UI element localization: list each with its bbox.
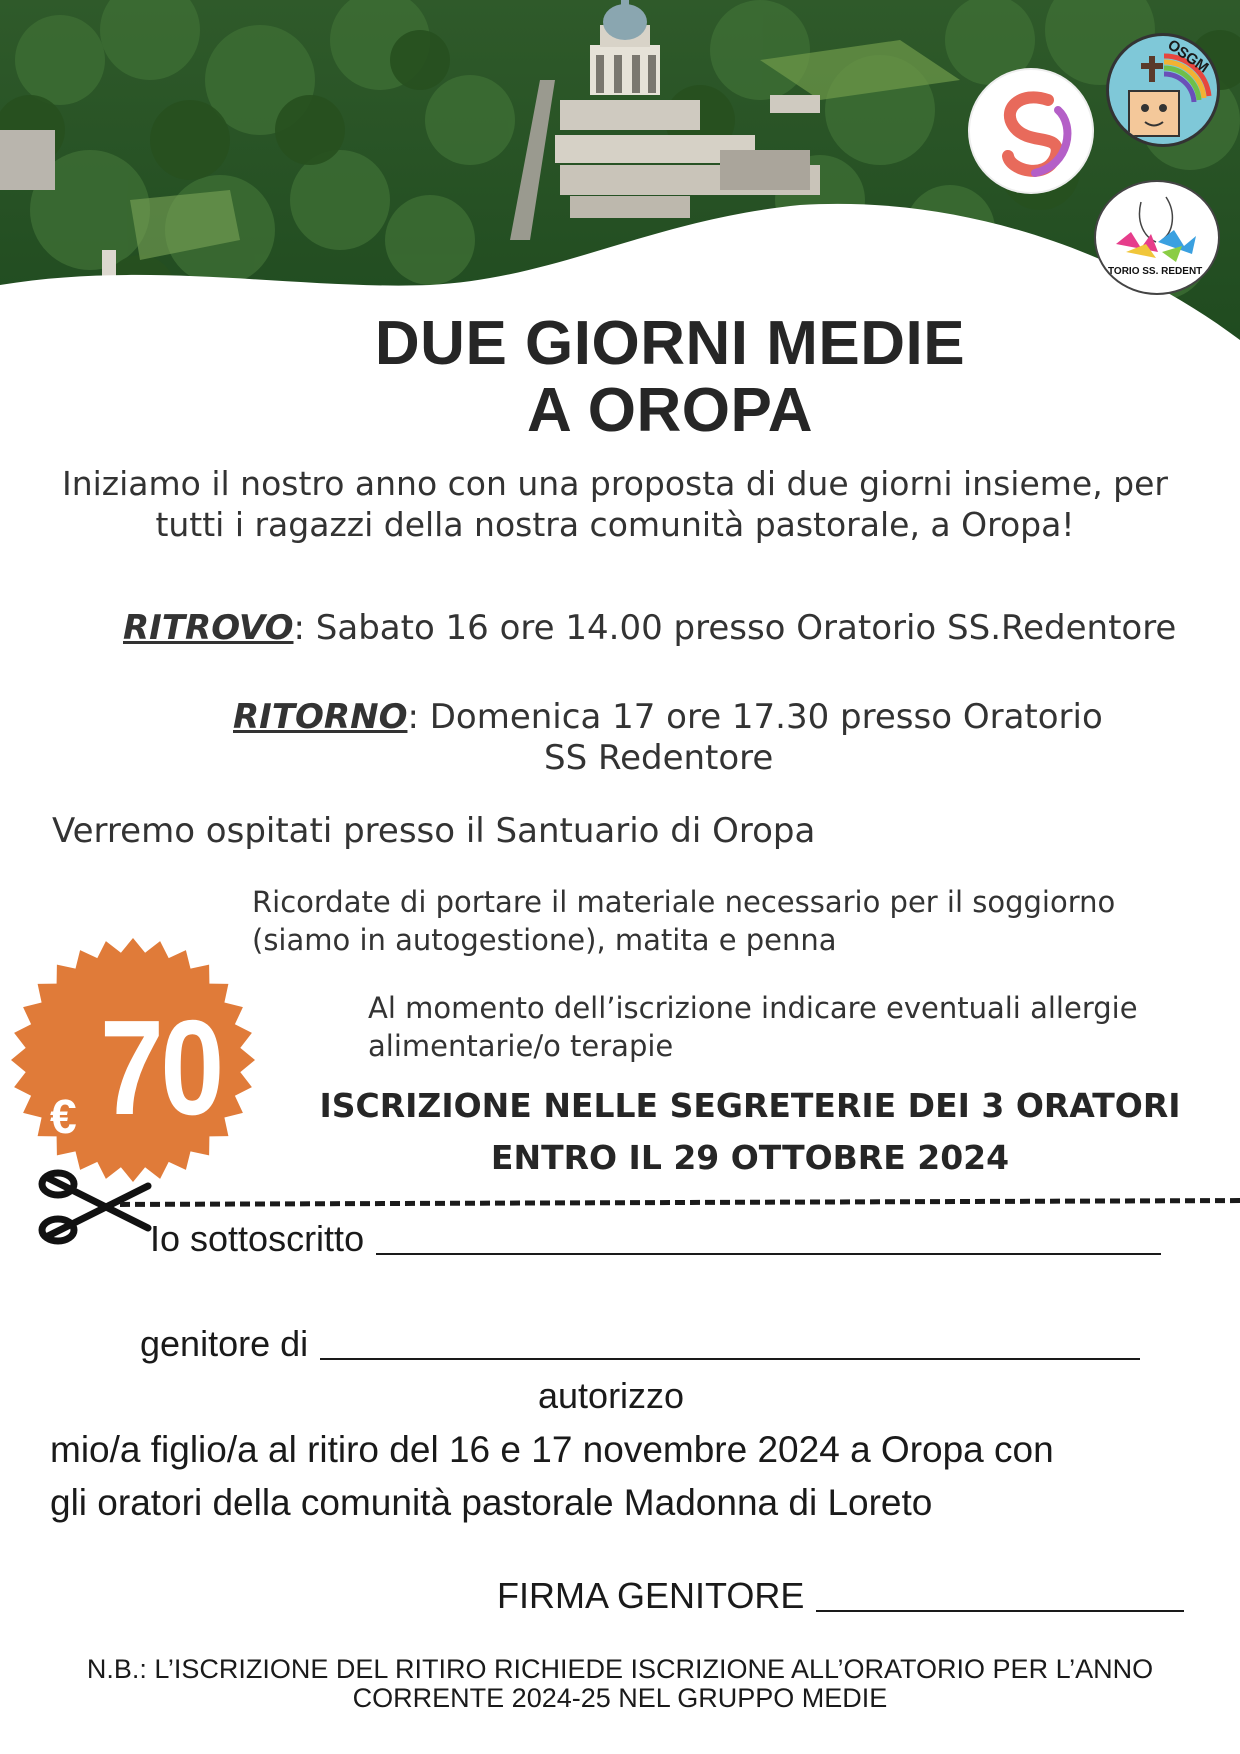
note-line-2: CORRENTE 2024-25 NEL GRUPPO MEDIE xyxy=(352,1683,888,1713)
ospitati-line: Verremo ospitati presso il Santuario di Oropa xyxy=(52,811,816,851)
sottoscritto-field xyxy=(150,1218,1161,1260)
allergie-note xyxy=(368,989,1138,1065)
allergie-line-2: alimentarie/o terapie xyxy=(368,1029,674,1063)
redentore-logo-label: TORIO SS. REDENT xyxy=(1108,266,1203,277)
allergie-line-1: Al momento dell’iscrizione indicare eventuali allergie xyxy=(368,991,1138,1025)
materiale-note xyxy=(252,883,1115,959)
osgm-logo-icon xyxy=(1106,33,1220,147)
note-line-1: N.B.: L’ISCRIZIONE DEL RITIRO RICHIEDE ISCRIZIONE ALL’ORATORIO PER L’ANNO xyxy=(86,1654,1154,1684)
osgm-logo-label: OSGM xyxy=(1164,36,1212,77)
genitore-label: genitore di xyxy=(140,1323,309,1364)
autorizzo-label: autorizzo xyxy=(538,1375,685,1416)
iscrizione-line-1: ISCRIZIONE NELLE SEGRETERIE DEI 3 ORATORI xyxy=(319,1086,1181,1125)
title-line-2: A OROPA xyxy=(527,376,813,445)
page-title xyxy=(0,308,1240,446)
intro-line-2: tutti i ragazzi della nostra comunità pastorale, a Oropa! xyxy=(155,505,1075,544)
oratorio-ss-redentore-logo-icon xyxy=(1094,180,1220,295)
firma-field xyxy=(497,1575,1184,1617)
scissors-icon xyxy=(38,1168,153,1246)
sottoscritto-blank xyxy=(376,1253,1161,1255)
intro-paragraph xyxy=(40,463,1190,545)
iscrizione-heading xyxy=(300,1080,1200,1184)
ritorno-text-1: : Domenica 17 ore 17.30 presso Oratorio xyxy=(407,697,1103,737)
firma-label: FIRMA GENITORE xyxy=(497,1575,805,1616)
authorization-text xyxy=(50,1423,1054,1529)
firma-blank xyxy=(816,1610,1184,1612)
genitore-blank xyxy=(320,1358,1140,1360)
genitore-field xyxy=(140,1323,1140,1365)
ritrovo-label: RITROVO xyxy=(123,608,294,648)
intro-line-1: Iniziamo il nostro anno con una proposta di due giorni insieme, per xyxy=(61,464,1169,503)
title-line-1: DUE GIORNI MEDIE xyxy=(374,309,966,378)
ritorno-line xyxy=(233,697,1103,737)
sottoscritto-label: Io sottoscritto xyxy=(150,1218,365,1259)
iscrizione-line-2: ENTRO IL 29 OTTOBRE 2024 xyxy=(490,1138,1010,1177)
ritorno-label: RITORNO xyxy=(233,697,408,737)
authorization-line-2: gli oratori della comunità pastorale Madonna di Loreto xyxy=(50,1482,933,1523)
price-amount: 70 xyxy=(100,992,221,1143)
footer-note xyxy=(60,1655,1180,1713)
ritorno-text-2: SS Redentore xyxy=(544,738,774,778)
authorization-line-1: mio/a figlio/a al ritiro del 16 e 17 novembre 2024 a Oropa con xyxy=(50,1429,1054,1470)
ritrovo-text: : Sabato 16 ore 14.00 presso Oratorio SS.Redentore xyxy=(293,608,1177,648)
price-currency: € xyxy=(50,1091,77,1144)
materiale-line-1: Ricordate di portare il materiale necessario per il soggiorno xyxy=(252,885,1116,919)
spiral-logo-icon xyxy=(970,70,1092,192)
ritrovo-line xyxy=(123,608,1176,648)
materiale-line-2: (siamo in autogestione), matita e penna xyxy=(252,923,837,957)
cut-line xyxy=(120,1198,1240,1207)
